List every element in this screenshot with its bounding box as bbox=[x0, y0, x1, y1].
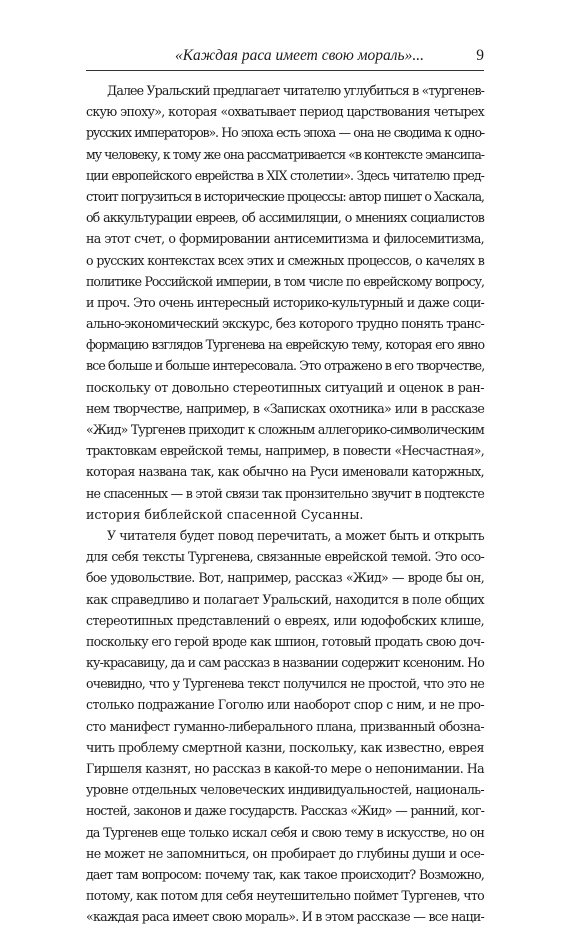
text-line: не может не запомниться, он пробирает до глубины души и осе- bbox=[86, 845, 484, 861]
text-line: уровне отдельных человеческих индивидуальностей, националь- bbox=[86, 782, 484, 798]
text-line: история библейской спасенной Сусанны. bbox=[86, 506, 364, 522]
text-line: ции европейского еврейства в XIX столетии». Здесь читателю пред- bbox=[86, 167, 484, 183]
text-line: о русских контекстах всех этих и смежных процессов, о качелях в bbox=[86, 252, 484, 268]
text-line: «каждая раса имеет свою мораль». И в этом рассказе — все наци- bbox=[86, 909, 484, 925]
text-line: для себя тексты Тургенева, связанные еврейской темой. Это осо- bbox=[86, 549, 484, 565]
text-line: скую эпоху», которая «охватывает период царствования четырех bbox=[86, 104, 484, 120]
text-line: столько подражание Гоголю или наоборот спор с ним, и не про- bbox=[86, 697, 484, 713]
text-line: да Тургенев еще только искал себя и свою тему в искусстве, но он bbox=[86, 824, 484, 840]
text-line: нем творчестве, например, в «Записках охотника» или в рассказе bbox=[86, 400, 484, 416]
text-line: «Жид» Тургенев приходит к сложным аллегорико-символическим bbox=[86, 422, 484, 437]
text-line: стоит погрузиться в исторические процессы: автор пишет о Хаскала, bbox=[86, 188, 484, 204]
text-line: сто манифест гуманно-либерального плана, призванный обозна- bbox=[86, 718, 484, 734]
text-line: бое удовольствие. Вот, например, рассказ «Жид» — вроде бы он, bbox=[86, 570, 484, 586]
text-line: не спасенных — в этой связи так пронзительно звучит в подтексте bbox=[86, 485, 484, 501]
text-line: му человеку, к тому же она рассматривается «в контексте эмансипа- bbox=[86, 146, 484, 162]
text-line: очевидно, что у Тургенева текст получился не простой, что это не bbox=[86, 676, 484, 692]
text-line: которая названа так, как обычно на Руси именовали каторжных, bbox=[86, 464, 484, 480]
text-line: формацию взглядов Тургенева на еврейскую тему, которая его явно bbox=[86, 337, 484, 353]
header-rule bbox=[86, 70, 484, 71]
text-line: Гиршеля казнят, но рассказ в какой-то мере о непонимании. На bbox=[86, 761, 484, 776]
text-line: политике Российской империи, в том числе по еврейскому вопросу, bbox=[86, 273, 484, 289]
text-line: стереотипных представлений о евреях, или юдофобских клише, bbox=[86, 612, 484, 628]
text-line: русских императоров». Но эпоха есть эпоха — она не сводима к одно- bbox=[86, 125, 484, 141]
text-line: как справедливо и полагает Уральский, находится в поле общих bbox=[86, 591, 484, 607]
text-line: ально-экономический экскурс, без которого трудно понять транс- bbox=[86, 316, 484, 332]
running-title: «Каждая раса имеет свою мораль»... bbox=[174, 47, 424, 64]
text-line: чить проблему смертной казни, поскольку, как известно, еврея bbox=[86, 739, 484, 755]
text-line: ностей, законов и даже государств. Рассказ «Жид» — ранний, ког- bbox=[86, 803, 484, 819]
text-line: об аккультурации евреев, об ассимиляции, о мнениях социалистов bbox=[86, 210, 484, 226]
text-line: и проч. Это очень интересный историко-культурный и даже соци- bbox=[86, 294, 484, 310]
text-line: ку-красавицу, да и сам рассказ в названии содержит ксеноним. Но bbox=[86, 655, 484, 671]
text-line: все больше и больше интересовала. Это отражено в его творчестве, bbox=[86, 358, 485, 374]
body-text bbox=[86, 80, 484, 928]
text-line: потому, как потом для себя неутешительно поймет Тургенев, что bbox=[86, 888, 484, 904]
text-line: дает там вопросом: почему так, как такое происходит? Возможно, bbox=[86, 866, 484, 882]
text-line: трактовкам еврейской темы, например, в повести «Несчастная», bbox=[86, 443, 484, 459]
page-number: 9 bbox=[476, 47, 484, 64]
text-line: У читателя будет повод перечитать, а может быть и открыть bbox=[107, 527, 484, 543]
text-line: поскольку его герой вроде как шпион, готовый продать свою доч- bbox=[86, 633, 484, 649]
running-head bbox=[86, 46, 484, 68]
text-line: на этот счет, о формировании антисемитизма и филосемитизма, bbox=[86, 231, 484, 247]
text-line: поскольку от довольно стереотипных ситуаций и оценок в ран- bbox=[86, 379, 484, 395]
text-line: Далее Уральский предлагает читателю углубиться в «тургенев- bbox=[107, 83, 484, 98]
